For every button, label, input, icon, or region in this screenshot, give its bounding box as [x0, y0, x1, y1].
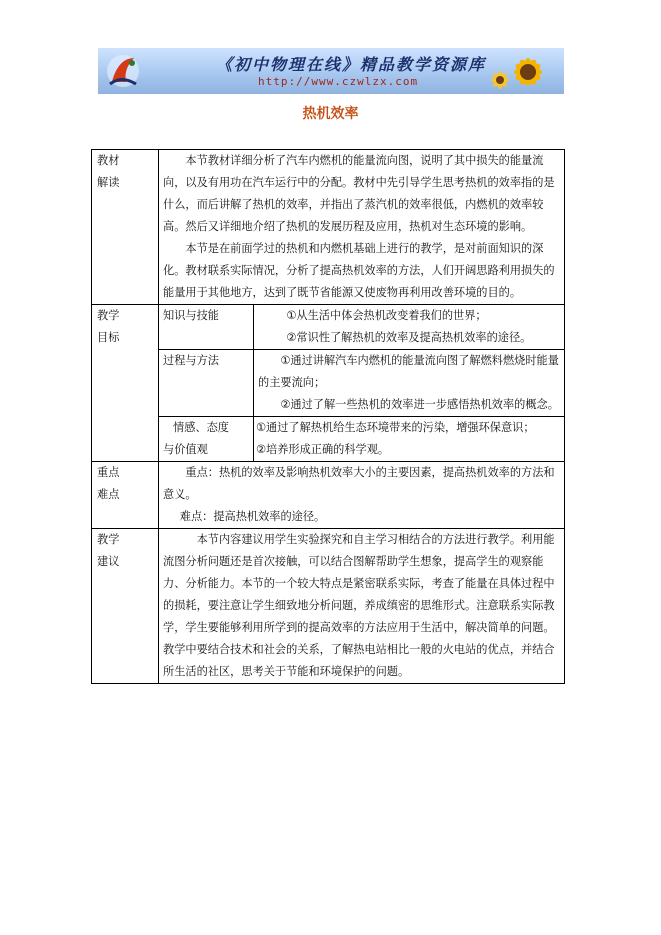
paragraph: 重点：热机的效率及影响热机效率大小的主要因素，提高热机效率的方法和意义。: [163, 466, 555, 501]
list-item: ①通过了解热机给生态环境带来的污染，增强环保意识；: [256, 421, 535, 434]
list-item: ②培养形成正确的科学观。: [256, 443, 390, 456]
paragraph: ②通过了解一些热机的效率进一步感悟热机效率的概念。: [280, 398, 559, 411]
paragraph: 本节内容建议用学生实验探究和自主学习相结合的方法进行教学。利用能流图分析问题还是首次接触，可以结合图解帮助学生想象，提高学生的观察能力、分析能力。本节的一个较大特点是紧密联系实际，考查了能量在具体过程中的损耗，要注意让学生细致地分析问题，养成缜密的思维形式。注意联系实际教学，学生要能够利用所学到的提高效率的方法应用于生活中，解决简单的问题。教学中要结合技术和社会的关系，了解热电站相比一般的火电站的优点，并结合所生活的社区，思考关于节能和环境保护的问题。: [163, 533, 555, 678]
lesson-table: [91, 149, 565, 684]
table-row-mubiao-process: [92, 350, 565, 417]
table-row-mubiao-attitude: [92, 417, 565, 462]
table-row-zhongdian: [92, 462, 565, 529]
cell-zhongdian: [159, 462, 565, 529]
header-banner: [98, 48, 564, 94]
paragraph: 本节是在前面学过的热机和内燃机基础上进行的教学，是对前面知识的深化。教材联系实际情况，分析了提高热机效率的方法，人们开阔思路利用损失的能量用于其他地方，达到了既节省能源又使废物再利用改善环境的目的。: [163, 242, 555, 299]
logo-icon: [104, 52, 142, 90]
row-label-zhongdian: [92, 462, 159, 529]
banner-title: 《初中物理在线》精品教学资源库: [216, 55, 487, 74]
label-line-1: 教学: [97, 533, 120, 546]
label-line-1: 教学: [97, 309, 120, 322]
label-line-2: 难点: [97, 488, 120, 501]
cell-knowledge: [254, 305, 565, 350]
sub-label-attitude: [159, 417, 254, 462]
label-line-2: 与价值观: [163, 443, 208, 456]
label-line-1: 情感、态度: [173, 421, 229, 434]
label-line-2: 目标: [97, 331, 120, 344]
table-row-jiaocai: [92, 150, 565, 305]
sub-label-process: 过程与方法: [159, 350, 254, 417]
paragraph: ①从生活中体会热机改变着我们的世界；: [286, 309, 487, 322]
banner-url[interactable]: http://www.czwlzx.com: [258, 75, 419, 88]
sunflower-icon: [488, 50, 560, 94]
cell-attitude: [254, 417, 565, 462]
row-label-mubiao: [92, 305, 159, 462]
sub-label-knowledge: 知识与技能: [159, 305, 254, 350]
label-line-2: 解读: [97, 176, 120, 189]
cell-jianyi: [159, 529, 565, 684]
label-line-1: 重点: [97, 466, 120, 479]
row-label-jianyi: [92, 529, 159, 684]
document-title: 热机效率: [302, 106, 359, 122]
paragraph: 本节教材详细分析了汽车内燃机的能量流向图，说明了其中损失的能量流向，以及有用功在汽车运行中的分配。教材中先引导学生思考热机的效率指的是什么，而后讲解了热机的效率，并指出了蒸汽机的效率很低，内燃机的效率较高。然后又详细地介绍了热机的发展历程及应用，热机对生态环境的影响。: [163, 154, 555, 233]
table-row-mubiao-knowledge: [92, 305, 565, 350]
cell-jiaocai: [159, 150, 565, 305]
table-row-jianyi: [92, 529, 565, 684]
label-line-1: 教材: [97, 154, 120, 167]
label-line-2: 建议: [97, 555, 120, 568]
row-label-jiaocai: [92, 150, 159, 305]
cell-process: [254, 350, 565, 417]
paragraph: 难点：提高热机效率的途径。: [179, 510, 326, 523]
paragraph: ②常识性了解热机的效率及提高热机效率的途径。: [286, 331, 532, 344]
paragraph: ①通过讲解汽车内燃机的能量流向图了解燃料燃烧时能量的主要流向；: [258, 354, 559, 389]
